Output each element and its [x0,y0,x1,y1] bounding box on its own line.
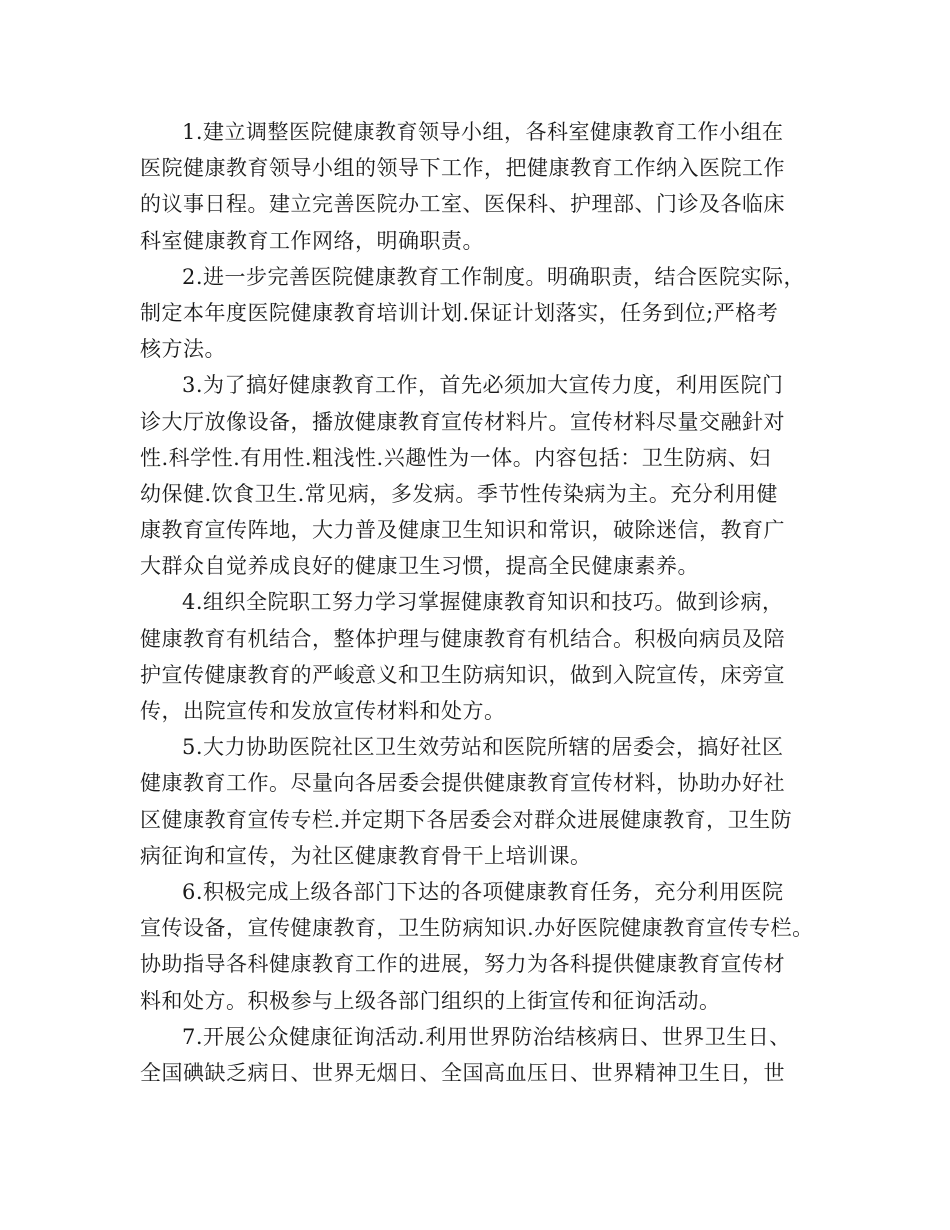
paragraph-line: 健康教育有机结合，整体护理与健康教育有机结合。积极向病员及陪 [140,626,785,651]
paragraph-line: 3.为了搞好健康教育工作，首先必须加大宣传力度，利用医院门 [182,373,784,398]
paragraph-line: 5.大力协助医院社区卫生效劳站和医院所辖的居委会，搞好社区 [182,735,784,760]
paragraph-2 [140,259,812,368]
paragraph-line: 科室健康教育工作网络，明确职责。 [140,228,484,253]
paragraph-1 [140,114,812,259]
paragraph-line: 制定本年度医院健康教育培训计划.保证计划落实，任务到位;严格考 [140,300,779,325]
paragraph-line: 1.建立调整医院健康教育领导小组，各科室健康教育工作小组在 [182,120,784,144]
paragraph-6 [140,874,812,1019]
paragraph-5 [140,729,812,874]
paragraph-line: 的议事日程。建立完善医院办工室、医保科、护理部、门诊及各临床 [140,192,785,217]
paragraph-line: 健康教育工作。尽量向各居委会提供健康教育宣传材料，协助办好社 [140,771,785,796]
paragraph-line: 幼保健.饮食卫生.常见病，多发病。季节性传染病为主。充分利用健 [140,481,778,506]
paragraph-line: 7.开展公众健康征询活动.利用世界防治结核病日、世界卫生日、 [182,1024,791,1049]
paragraph-line: 诊大厅放像设备，播放健康教育宣传材料片。宣传材料尽量交融針对 [140,409,785,434]
document-body [140,114,812,1091]
paragraph-line: 大群众自觉养成良好的健康卫生习惯，提高全民健康素养。 [140,554,699,579]
paragraph-line: 6.积极完成上级各部门下达的各项健康教育任务，充分利用医院 [182,879,784,904]
paragraph-7 [140,1019,812,1091]
paragraph-line: 4.组织全院职工努力学习掌握健康教育知识和技巧。做到诊病， [182,590,784,615]
paragraph-line: 医院健康教育领导小组的领导下工作，把健康教育工作纳入医院工作 [140,156,785,181]
paragraph-line: 料和处方。积极参与上级各部门组织的上街宣传和征询活动。 [140,988,721,1013]
paragraph-line: 协助指导各科健康教育工作的进展，努力为各科提供健康教育宣传材 [140,952,785,977]
paragraph-4 [140,584,812,729]
paragraph-line: 护宣传健康教育的严峻意义和卫生防病知识，做到入院宣传，床旁宣 [140,662,785,687]
paragraph-line: 性.科学性.有用性.粗浅性.兴趣性为一体。内容包括：卫生防病、妇 [140,445,771,470]
paragraph-line: 2.进一步完善医院健康教育工作制度。明确职责，结合医院实际， [182,264,806,289]
paragraph-3 [140,367,812,584]
paragraph-line: 全国碘缺乏病日、世界无烟日、全国高血压日、世界精神卫生日，世 [140,1060,785,1085]
paragraph-line: 宣传设备，宣传健康教育，卫生防病知识.办好医院健康教育宣传专栏。 [140,916,814,941]
paragraph-line: 区健康教育宣传专栏.并定期下各居委会对群众进展健康教育，卫生防 [140,807,793,832]
paragraph-line: 传，出院宣传和发放宣传材料和处方。 [140,699,506,723]
paragraph-line: 康教育宣传阵地，大力普及健康卫生知识和常识，破除迷信，教育广 [140,518,785,543]
paragraph-line: 核方法。 [140,337,226,362]
paragraph-line: 病征询和宣传，为社区健康教育骨干上培训课。 [140,843,592,868]
